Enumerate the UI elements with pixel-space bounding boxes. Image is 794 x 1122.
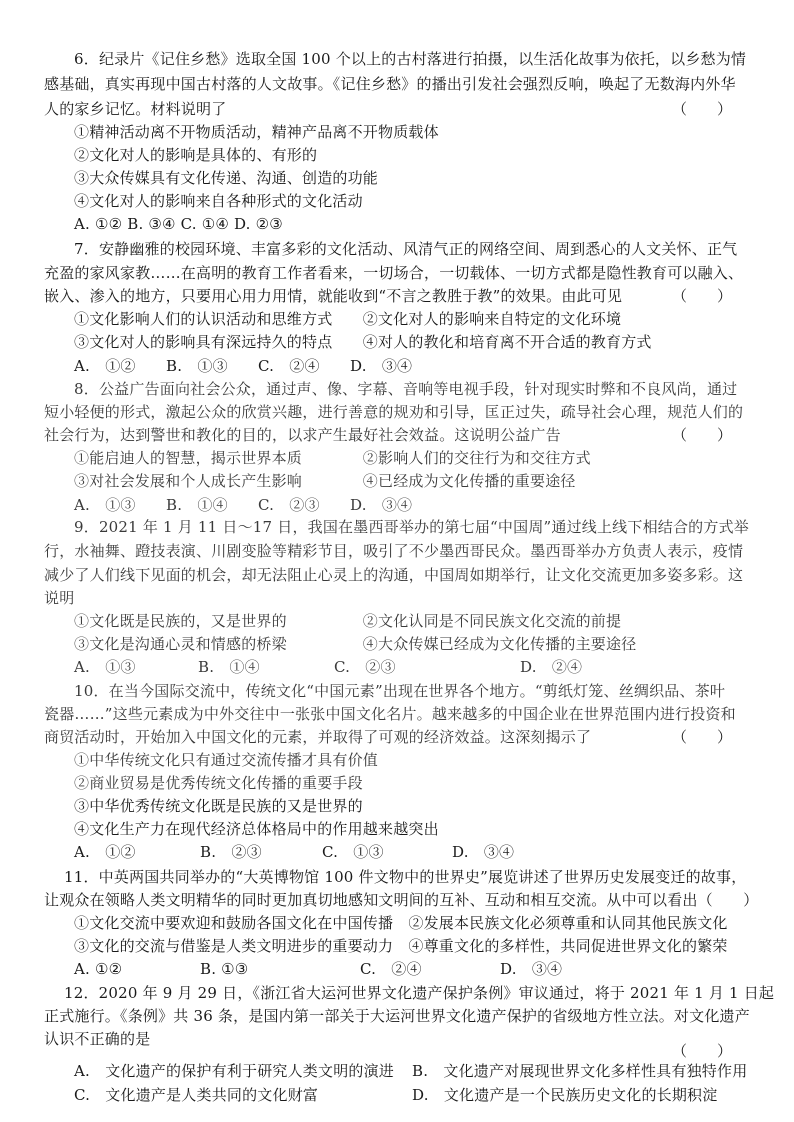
- q11-stem-line-1: 11．中英两国共同举办的“大英博物馆 100 件文物中的世界史”展览讲述了世界历史发展变迁的故事，: [64, 868, 747, 886]
- q10-stem-line-2: 瓷器……”这些元素成为中外交往中一张张中国文化名片。越来越多的中国企业在世界范围内进行投资和: [44, 705, 736, 723]
- q8-options: [74, 494, 786, 516]
- q7-stem-line-3: 嵌入、渗入的地方，只要用心用力用情，就能收到“不言之教胜于教”的效果。由此可见: [44, 287, 623, 305]
- q9-option-c: C. ②③: [334, 658, 396, 676]
- q11-option-c: C. ②④: [360, 960, 422, 978]
- q10-item-4: ④文化生产力在现代经济总体格局中的作用越来越突出: [74, 820, 439, 838]
- q7-item-row-1: ①文化影响人们的认识活动和思维方式 ②文化对人的影响来自特定的文化环境: [74, 310, 622, 328]
- q7-stem-line-2: 充盈的家风家教……在高明的教育工作者看来，一切场合，一切载体、一切方式都是隐性教育可以融入、: [44, 264, 744, 282]
- q10-item-3: ③中华优秀传统文化既是民族的又是世界的: [74, 797, 363, 815]
- q12-option-c: C. 文化遗产是人类共同的文化财富: [74, 1086, 319, 1104]
- q11-stem-line-2: 让观众在领略人类文明精华的同时更加真切地感知文明间的互补、互动和相互交流。从中可以看出（ ）: [44, 891, 759, 909]
- q7-option-b: B. ①③: [166, 357, 228, 375]
- q8-option-a: A. ①③: [74, 496, 136, 514]
- q10-option-c: C. ①③: [322, 843, 384, 861]
- q12-answer-bracket: （ ）: [671, 1042, 732, 1060]
- q6-options: A. ①② B. ③④ C. ①④ D. ②③: [74, 215, 283, 233]
- q12-options-row-1: [74, 1060, 786, 1082]
- q10-item-1: ①中华传统文化只有通过交流传播才具有价值: [74, 751, 379, 769]
- q8-item-row-2: ③对社会发展和个人成长产生影响 ④已经成为文化传播的重要途径: [74, 472, 576, 490]
- q9-stem-line-1: 9．2021 年 1 月 11 日～17 日，我国在墨西哥举办的第七届“中国周”通过线上线下相结合的方式举: [74, 518, 749, 536]
- q6-stem-line-2: 感基础，真实再现中国古村落的人文故事。《记住乡愁》的播出引发社会强烈反响，唤起了无数海内外华: [44, 75, 736, 93]
- q12-stem-line-3: 认识不正确的是: [44, 1030, 151, 1048]
- q10-item-2: ②商业贸易是优秀传统文化传播的重要手段: [74, 774, 363, 792]
- q8-answer-bracket: （ ）: [671, 426, 732, 444]
- q9-stem-line-2: 行，水袖舞、蹬技表演、川剧变脸等精彩节目，吸引了不少墨西哥民众。墨西哥举办方负责人表示，疫情: [44, 542, 744, 560]
- q8-option-b: B. ①④: [166, 496, 228, 514]
- q11-item-row-1: ①文化交流中要欢迎和鼓励各国文化在中国传播 ②发展本民族文化必须尊重和认同其他民族文化: [74, 914, 728, 932]
- q12-stem-line-2: 正式施行。《条例》共 36 条，是国内第一部关于大运河世界文化遗产保护的省级地方性立法。对文化遗产: [44, 1007, 750, 1025]
- q9-option-a: A. ①③: [74, 658, 136, 676]
- q11-option-d: D. ③④: [500, 960, 563, 978]
- q7-option-c: C. ②④: [258, 357, 320, 375]
- q11-option-b: B. ①③: [200, 960, 249, 978]
- q7-option-d: D. ③④: [350, 357, 413, 375]
- q6-item-4: ④文化对人的影响来自各种形式的文化活动: [74, 192, 363, 210]
- q6-stem-line-3: 人的家乡记忆。材料说明了: [44, 100, 227, 118]
- q8-stem-line-3: 社会行为，达到警世和教化的目的，以求产生最好社会效益。这说明公益广告: [44, 426, 561, 444]
- q10-option-d: D. ③④: [452, 843, 515, 861]
- q12-options-row-2: [74, 1084, 786, 1106]
- q6-item-2: ②文化对人的影响是具体的、有形的: [74, 146, 318, 164]
- q6-stem-line-1: 6．纪录片《记住乡愁》选取全国 100 个以上的古村落进行拍摄，以生活化故事为依托，以乡愁为情: [74, 50, 747, 68]
- q11-item-row-2: ③文化的交流与借鉴是人类文明进步的重要动力 ④尊重文化的多样性，共同促进世界文化的繁荣: [74, 937, 728, 955]
- q12-stem-line-1: 12．2020 年 9 月 29 日，《浙江省大运河世界文化遗产保护条例》审议通过，将于 2021 年 1 月 1 日起: [64, 984, 775, 1002]
- q9-stem-line-4: 说明: [44, 589, 75, 607]
- q12-option-a: A. 文化遗产的保护有利于研究人类文明的演进: [74, 1062, 395, 1080]
- q7-options: [74, 355, 786, 377]
- q8-option-c: C. ②③: [258, 496, 320, 514]
- q6-item-3: ③大众传媒具有文化传递、沟通、创造的功能: [74, 169, 379, 187]
- q10-option-a: A. ①②: [74, 843, 136, 861]
- q9-option-d: D. ②④: [520, 658, 583, 676]
- q10-stem-line-3: 商贸活动时，开始加入中国文化的元素，并取得了可观的经济效益。这深刻揭示了: [44, 728, 592, 746]
- q9-item-row-2: ③文化是沟通心灵和情感的桥梁 ④大众传媒已经成为文化传播的主要途径: [74, 635, 637, 653]
- q11-option-a: A. ①②: [74, 960, 123, 978]
- q7-item-row-2: ③文化对人的影响具有深远持久的特点 ④对人的教化和培育离不开合适的教育方式: [74, 333, 652, 351]
- q11-options: [74, 958, 786, 980]
- q9-options: [74, 656, 786, 678]
- q12-option-b: B. 文化遗产对展现世界文化多样性具有独特作用: [412, 1062, 748, 1080]
- q6-answer-bracket: （ ）: [671, 100, 732, 118]
- q7-answer-bracket: （ ）: [671, 287, 732, 305]
- q8-stem-line-2: 短小轻便的形式，激起公众的欣赏兴趣，进行善意的规劝和引导，匡正过失，疏导社会心理，规范人们的: [44, 403, 744, 421]
- q8-item-row-1: ①能启迪人的智慧，揭示世界本质 ②影响人们的交往行为和交往方式: [74, 449, 591, 467]
- q9-option-b: B. ①④: [198, 658, 260, 676]
- q12-option-d: D. 文化遗产是一个民族历史文化的长期积淀: [412, 1086, 718, 1104]
- q8-stem-line-1: 8．公益广告面向社会公众，通过声、像、字幕、音响等电视手段，针对现实时弊和不良风尚，通过: [74, 380, 738, 398]
- q9-item-row-1: ①文化既是民族的，又是世界的 ②文化认同是不同民族文化交流的前提: [74, 612, 622, 630]
- q9-stem-line-3: 减少了人们线下见面的机会，却无法阻止心灵上的沟通，中国周如期举行，让文化交流更加多姿多彩。这: [44, 566, 744, 584]
- q10-stem-line-1: 10．在当今国际交流中，传统文化“中国元素”出现在世界各个地方。“剪纸灯笼、丝绸织品、茶叶: [74, 682, 726, 700]
- q6-item-1: ①精神活动离不开物质活动，精神产品离不开物质载体: [74, 123, 439, 141]
- q8-option-d: D. ③④: [350, 496, 413, 514]
- q10-options: [74, 841, 786, 863]
- q10-answer-bracket: （ ）: [671, 728, 732, 746]
- q7-stem-line-1: 7．安静幽雅的校园环境、丰富多彩的文化活动、风清气正的网络空间、周到悉心的人文关怀、正气: [74, 240, 738, 258]
- q7-option-a: A. ①②: [74, 357, 136, 375]
- q10-option-b: B. ②③: [200, 843, 262, 861]
